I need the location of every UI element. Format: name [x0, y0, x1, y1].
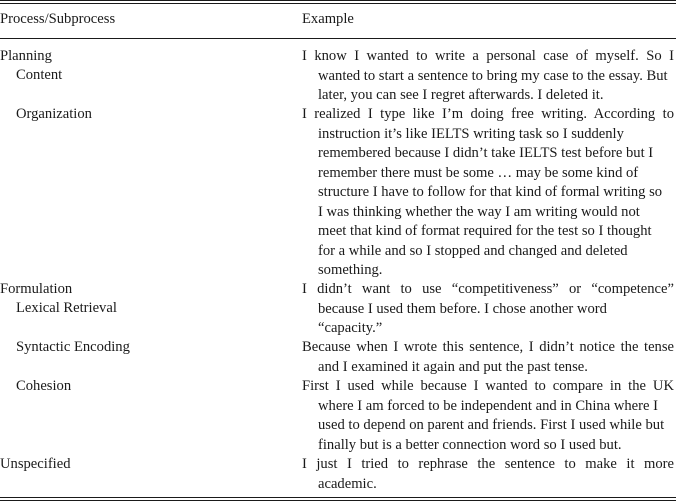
example-line: I realized I type like I’m doing free writing. According to [302, 106, 674, 122]
example-line: finally but is a better connection word so I used but. [318, 436, 622, 453]
process-planning: Planning [0, 48, 52, 64]
example-line: because I used them before. I chose another word [318, 300, 607, 317]
example-line: remember there must be some … may be some kind of [318, 164, 639, 181]
header-rule [0, 38, 676, 39]
example-line: meet that kind of format required for the test so I thought [318, 223, 652, 239]
example-line: later, you can see I regret afterwards. I deleted it. [318, 87, 604, 103]
example-line: I didn’t want to use “competitiveness” or “competence” [302, 281, 674, 297]
example-line: First I used while because I wanted to compare in the UK [302, 378, 674, 394]
header-process: Process/Subprocess [0, 11, 116, 27]
example-organization [302, 105, 674, 281]
top-rule-inner [0, 3, 676, 4]
bottom-rule-outer [0, 500, 676, 501]
example-line: I know I wanted to write a personal case of myself. So I [302, 48, 674, 64]
process-unspecified: Unspecified [0, 456, 71, 472]
example-line: instruction it’s like IELTS writing task so I suddenly [318, 125, 624, 142]
example-cohesion [302, 377, 674, 455]
subprocess-organization: Organization [16, 106, 92, 122]
subprocess-syntactic-encoding: Syntactic Encoding [16, 339, 130, 355]
subprocess-cohesion: Cohesion [16, 378, 72, 394]
example-line: where I am forced to be independent and in China where I [318, 397, 658, 414]
example-line: remembered because I didn’t take IELTS test before but I [318, 145, 654, 161]
example-line: structure I have to follow for that kind of formal writing so [318, 184, 663, 200]
example-unspecified [302, 455, 674, 494]
process-formulation: Formulation [0, 281, 73, 297]
example-line: academic. [318, 475, 377, 492]
example-line: “capacity.” [318, 320, 383, 336]
example-line: and I examined it again and put the past tense. [318, 358, 588, 375]
example-line: Because when I wrote this sentence, I didn’t notice the tense [302, 339, 674, 355]
example-content [302, 47, 674, 106]
top-rule-outer [0, 0, 676, 1]
example-line: for a while and so I stopped and changed and deleted [318, 242, 628, 259]
example-line: I just I tried to rephrase the sentence to make it more [302, 456, 674, 472]
subprocess-lexical-retrieval: Lexical Retrieval [16, 300, 117, 316]
example-line: I was thinking whether the way I am writing would not [318, 203, 640, 220]
subprocess-content: Content [16, 67, 63, 83]
example-lexical-retrieval [302, 280, 674, 339]
example-line: something. [318, 262, 383, 278]
example-line: wanted to start a sentence to bring my case to the essay. But [318, 67, 668, 84]
header-example: Example [302, 11, 354, 27]
example-syntactic-encoding [302, 338, 674, 377]
example-line: used to depend on parent and friends. First I used while but [318, 417, 665, 433]
bottom-rule-inner [0, 497, 676, 498]
